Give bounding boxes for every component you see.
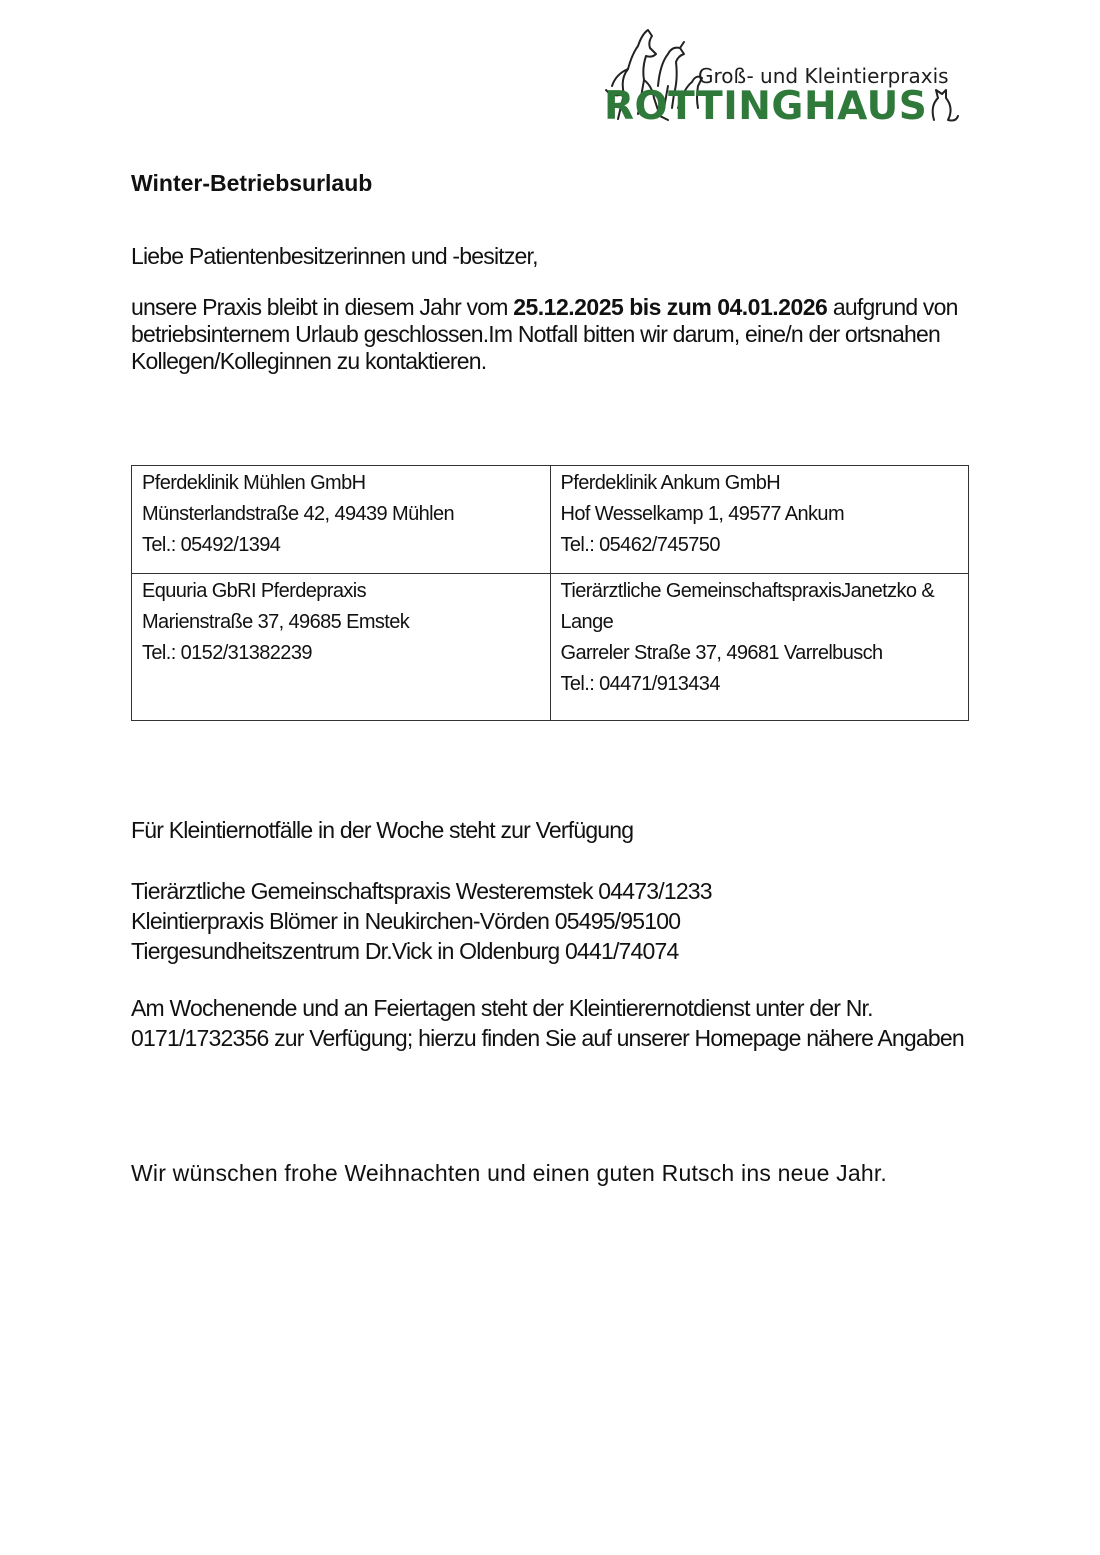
clinic-phone: Tel.: 0152/31382239 [142,642,312,664]
small-animal-heading: Für Kleintiernotfälle in der Woche steht zur Verfügung [131,817,634,843]
logo-subtitle: Groß- und Kleintierpraxis [698,64,949,88]
table-row [132,466,969,574]
intro-prefix: unsere Praxis bleibt in diesem Jahr vom [131,294,514,320]
clinic-phone: Tel.: 05462/745750 [560,534,720,556]
closure-dates: 25.12.2025 bis zum 04.01.2026 [513,294,828,320]
clinic-cell [550,466,969,574]
clinic-phone: Tel.: 05492/1394 [142,534,281,556]
intro-paragraph [131,294,981,375]
clinic-cell [132,574,551,721]
list-item: Tierärztliche Gemeinschaftspraxis Westeremstek 04473/1233 [131,878,712,904]
list-item: Tiergesundheitszentrum Dr.Vick in Oldenburg 0441/74074 [131,938,679,964]
weekend-note: Am Wochenende und an Feiertagen steht der Kleintierernotdienst unter der Nr. 0171/1732356 zur Verfügung; hierzu finden Sie auf unserer Homepage nähere Angaben [131,995,964,1051]
clinic-address: Garreler Straße 37, 49681 Varrelbusch [560,642,883,664]
clinic-address: Hof Wesselkamp 1, 49577 Ankum [560,503,844,525]
page-title: Winter-Betriebsurlaub [131,170,373,196]
clinic-address: Münsterlandstraße 42, 49439 Mühlen [142,503,455,525]
clinic-phone: Tel.: 04471/913434 [560,673,720,695]
clinic-table [131,465,969,721]
clinic-name: Equuria GbRI Pferdepraxis [142,580,367,602]
table-row [132,574,969,721]
greeting: Liebe Patientenbesitzerinnen und -besitzer, [131,243,538,269]
clinic-cell [132,466,551,574]
small-animal-list [131,876,712,966]
clinic-name: Tierärztliche GemeinschaftspraxisJanetzko & Lange [560,580,935,633]
logo-name: ROTTINGHAUS [604,84,928,129]
clinic-address: Marienstraße 37, 49685 Emstek [142,611,410,633]
clinic-name: Pferdeklinik Ankum GmbH [560,472,781,494]
closing-greeting: Wir wünschen frohe Weihnachten und einen guten Rutsch ins neue Jahr. [131,1160,888,1186]
intro-suffix: aufgrund von betriebsinternem Urlaub geschlossen.Im Notfall bitten wir darum, eine/n der ortsnahen Kollegen/Kolleginnen zu kontaktieren. [131,294,958,374]
practice-logo [598,24,960,132]
clinic-name: Pferdeklinik Mühlen GmbH [142,472,366,494]
clinic-cell [550,574,969,721]
list-item: Kleintierpraxis Blömer in Neukirchen-Vörden 05495/95100 [131,908,681,934]
